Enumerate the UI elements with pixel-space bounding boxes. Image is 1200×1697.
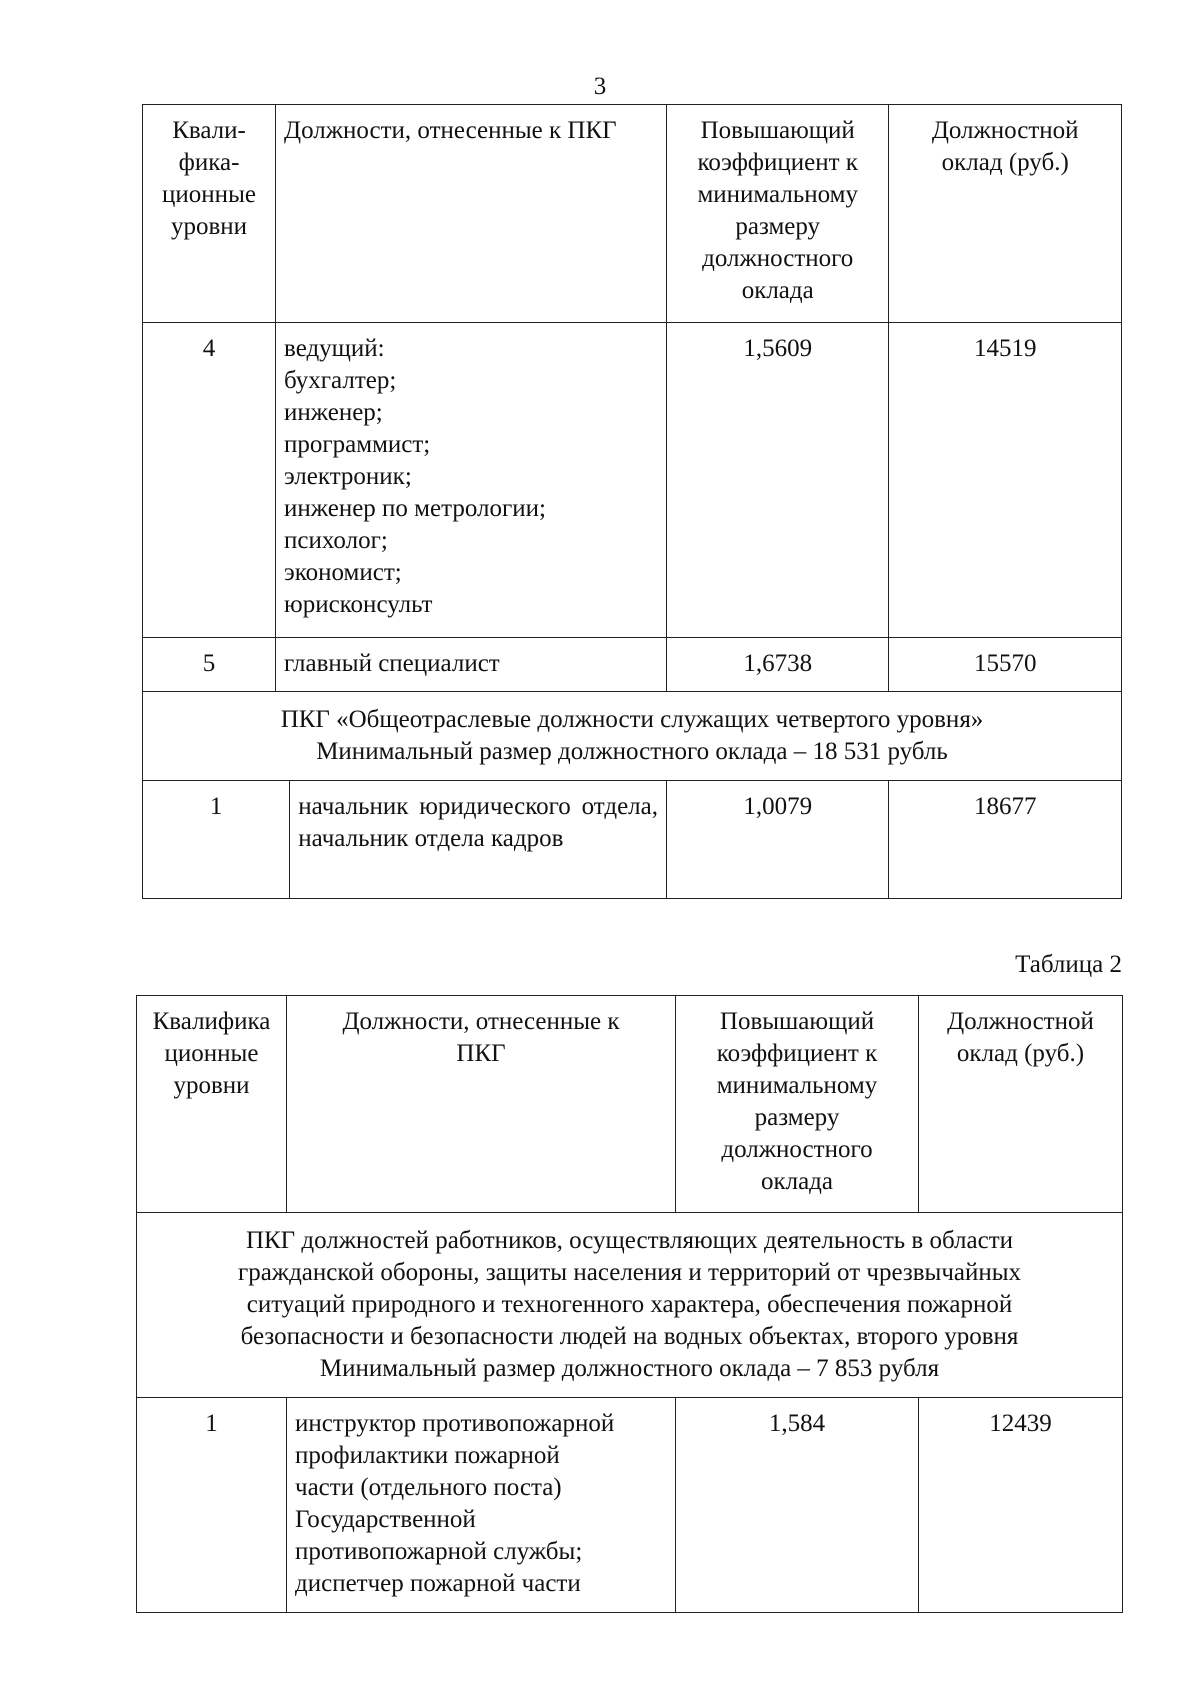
section-title: ПКГ «Общеотраслевые должности служащих четвертого уровня»: [280, 706, 984, 733]
cell-level: 1: [137, 1398, 287, 1613]
cell-level: 4: [143, 323, 276, 638]
table-2-caption: Таблица 2: [1015, 951, 1122, 978]
section-title: ПКГ должностей работников, осуществляющих деятельность в области гражданской обороны, защиты населения и территорий от чрезвычайных ситуаций природного и техногенного характера, обеспечения пожарной безопасности и безопасности людей на водных объектах, второго уровня: [237, 1227, 1022, 1350]
header-level: Квали- фика- ционные уровни: [143, 105, 276, 323]
section-min-salary: Минимальный размер должностного оклада – 18 531 рубль: [316, 738, 948, 765]
table-row: [143, 638, 1122, 692]
table-header-row: [137, 996, 1123, 1213]
cell-salary: 15570: [889, 638, 1122, 692]
cell-positions: ведущий: бухгалтер; инженер; программист; электроник; инженер по метрологии; психолог; экономист; юрисконсульт: [276, 323, 667, 638]
cell-salary: 12439: [919, 1398, 1123, 1613]
table-header-row: [143, 105, 1122, 323]
cell-salary: 18677: [889, 781, 1122, 899]
header-positions: Должности, отнесенные к ПКГ: [287, 996, 676, 1213]
header-coefficient: Повышающий коэффициент к минимальному размеру должностного оклада: [667, 105, 889, 323]
header-level: Квалифика ционные уровни: [137, 996, 287, 1213]
cell-coefficient: 1,6738: [667, 638, 889, 692]
cell-salary: 14519: [889, 323, 1122, 638]
cell-level: 5: [143, 638, 276, 692]
section-min-salary: Минимальный размер должностного оклада – 7 853 рубля: [319, 1355, 940, 1382]
header-salary: Должностной оклад (руб.): [889, 105, 1122, 323]
table-row: [137, 1398, 1123, 1613]
table-row: [143, 781, 1122, 899]
cell-positions: инструктор противопожарной профилактики пожарной части (отдельного поста) Государственной противопожарной службы; диспетчер пожарной части: [287, 1398, 676, 1613]
header-salary: Должностной оклад (руб.): [919, 996, 1123, 1213]
cell-coefficient: 1,0079: [667, 781, 889, 899]
cell-positions: начальник юридического отдела, начальник отдела кадров: [290, 781, 667, 899]
table-2: [136, 995, 1123, 1613]
cell-level: 1: [143, 781, 290, 899]
cell-coefficient: 1,584: [676, 1398, 919, 1613]
cell-coefficient: 1,5609: [667, 323, 889, 638]
cell-positions: главный специалист: [276, 638, 667, 692]
section-heading: [143, 692, 1122, 781]
page-number: 3: [593, 73, 607, 100]
table-1: [142, 104, 1122, 899]
header-coefficient: Повышающий коэффициент к минимальному размеру должностного оклада: [676, 996, 919, 1213]
section-heading-row: [137, 1213, 1123, 1398]
section-heading-row: [143, 692, 1122, 781]
table-row: [143, 323, 1122, 638]
section-heading: [137, 1213, 1123, 1398]
header-positions: Должности, отнесенные к ПКГ: [276, 105, 667, 323]
